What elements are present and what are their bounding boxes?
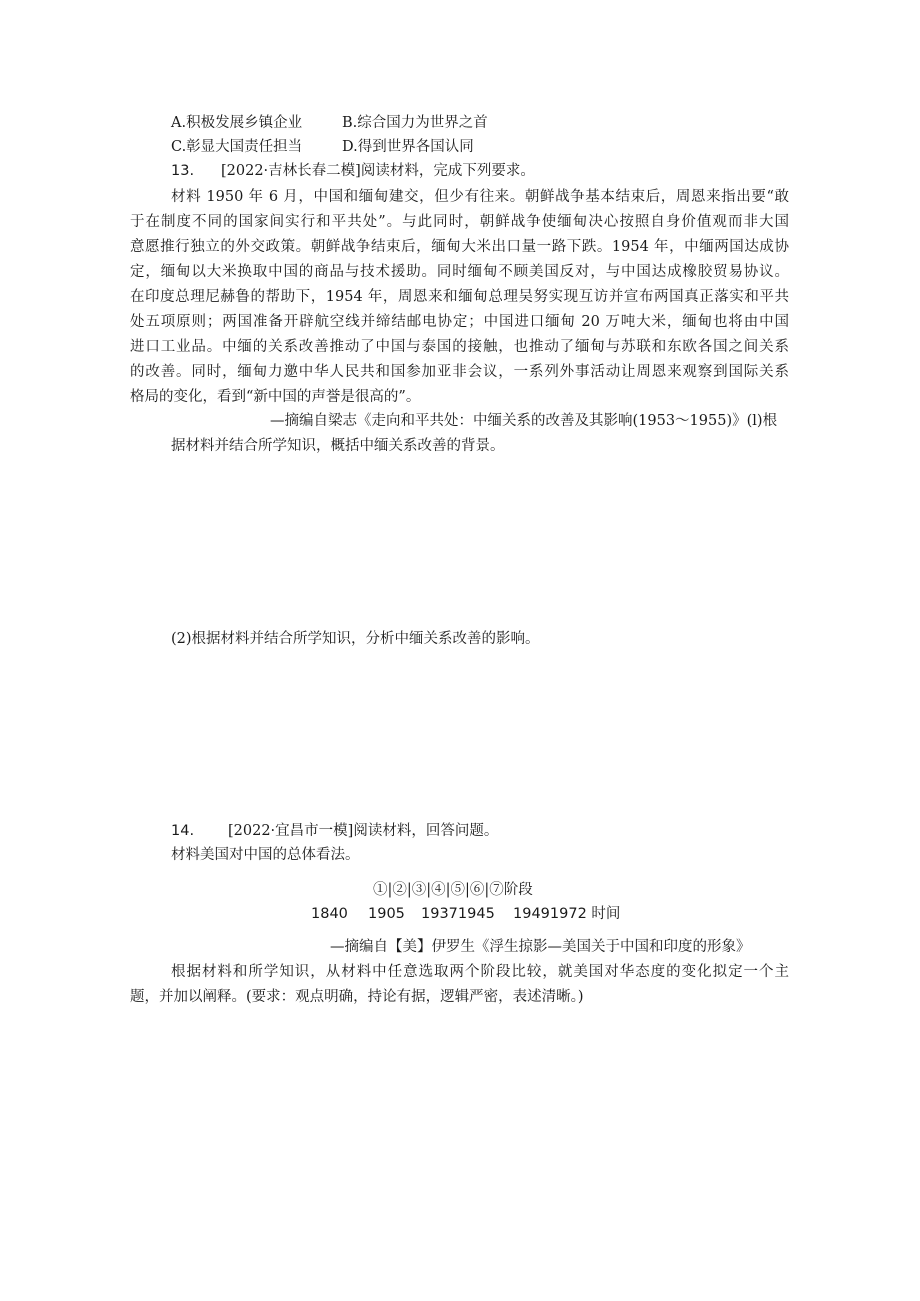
- material-line: 处五项原则；两国准备开辟航空线并缔结邮电协定；中国进口缅甸 20 万吨大米，缅甸也将由中国: [130, 314, 789, 330]
- q13-number: 13.: [171, 163, 195, 179]
- timeline-year: 1840: [311, 906, 348, 922]
- material-line: 在印度总理尼赫鲁的帮助下，1954 年，周恩来和缅甸总理吴努实现互访并宣布两国真正落实和平共: [130, 289, 789, 305]
- material-line: 意愿推行独立的外交政策。朝鲜战争结束后，缅甸大米出口量一路下跌。1954 年，中缅两国达成协: [130, 239, 789, 255]
- q13-source: —摘编自梁志《走向和平共处：中缅关系的改善及其影响(1953～1955)》(l)根: [270, 413, 778, 429]
- q13-header: [2022·吉林长春二模]阅读材料，完成下列要求。: [221, 163, 535, 179]
- material-line: 格局的变化，看到“新中国的声誉是很高的”。: [130, 389, 421, 405]
- q14-header: [2022·宜昌市一模]阅读材料，回答问题。: [228, 823, 499, 839]
- material-line: 材料 1950 年 6 月，中国和缅甸建交，但少有往来。朝鲜战争基本结束后，周恩来指出要“敢: [171, 189, 789, 205]
- q14-material: 材料美国对中国的总体看法。: [171, 847, 360, 863]
- timeline-year: 1905: [368, 906, 405, 922]
- stage-labels: ①|②|③|④|⑤|⑥|⑦阶段: [373, 882, 533, 898]
- material-line: 定，缅甸以大米换取中国的商品与技术援助。同时缅甸不顾美国反对，与中国达成橡胶贸易协议。: [130, 264, 789, 280]
- option-d: D.得到世界各国认同: [342, 139, 474, 155]
- material-line: 于在制度不同的国家间实行和平共处”。与此同时，朝鲜战争使缅甸决心按照自身价值观而非大国: [130, 214, 789, 230]
- q14-prompt: 题，并加以阐释。(要求：观点明确，持论有据，逻辑严密，表述清晰。): [130, 989, 584, 1005]
- q14-prompt: 根据材料和所学知识，从材料中任意选取两个阶段比较，就美国对华态度的变化拟定一个主: [171, 964, 789, 980]
- timeline-year: 19491972 时间: [513, 906, 621, 922]
- option-b: B.综合国力为世界之首: [342, 115, 488, 131]
- q13-question-2: (2)根据材料并结合所学知识，分析中缅关系改善的影响。: [171, 631, 540, 647]
- option-a: A.积极发展乡镇企业: [171, 115, 303, 131]
- q14-number: 14.: [171, 823, 195, 839]
- material-line: 进口工业品。中缅的关系改善推动了中国与泰国的接触，也推动了缅甸与苏联和东欧各国之间关系: [130, 339, 789, 355]
- option-c: C.彰显大国责任担当: [171, 139, 303, 155]
- q13-question-1: 据材料并结合所学知识，概括中缅关系改善的背景。: [171, 438, 505, 454]
- q14-source: —摘编自【美】伊罗生《浮生掠影—美国关于中国和印度的形象》: [330, 939, 751, 955]
- material-line: 的改善。同时，缅甸力邀中华人民共和国参加亚非会议，一系列外事活动让周恩来观察到国际关系: [130, 364, 789, 380]
- timeline-year: 19371945: [421, 906, 495, 922]
